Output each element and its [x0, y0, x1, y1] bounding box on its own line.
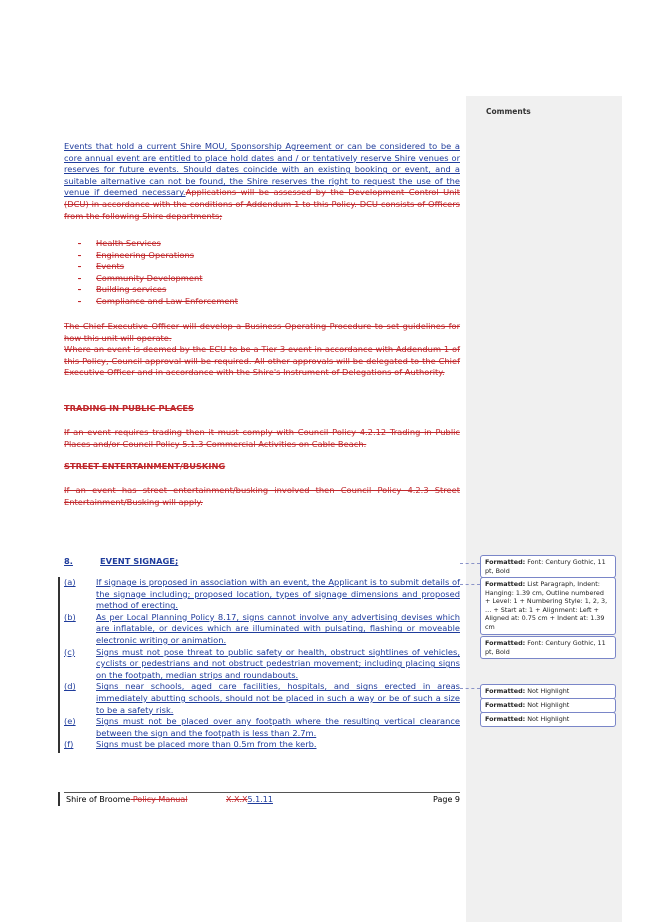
deleted-text: Policy Manual	[130, 795, 188, 804]
comments-pane-title: Comments	[486, 107, 531, 116]
page-number: Page 9	[433, 795, 460, 804]
change-bar	[58, 577, 60, 753]
list-item[interactable]: - Compliance and Law Enforcement	[78, 295, 238, 306]
list-item[interactable]: (e) Signs must not be placed over any footpath where the resulting vertical clearance between the sign and the footpath is less than 2.7m.	[64, 716, 460, 738]
list-item[interactable]: - Health Services	[78, 238, 161, 248]
format-balloon[interactable]: Formatted: Not Highlight	[480, 712, 616, 727]
format-balloon[interactable]: Formatted: Font: Century Gothic, 11 pt, Bold	[480, 555, 616, 578]
balloon-connector	[460, 584, 480, 585]
list-item[interactable]: (a) If signage is proposed in association with an event, the Applicant is to submit details of the signage including; proposed location, types of signage dimensions and proposed method of erecting.	[64, 577, 460, 611]
format-balloon[interactable]: Formatted: List Paragraph, Indent: Hanging: 1.39 cm, Outline numbered + Level: 1 + Numbering Style: 1, 2, 3, … + Start at: 1 + Alignment: Left + Aligned at: 0.75 cm + Indent at: 1.39 cm	[480, 577, 616, 635]
footer-org: Shire of Broome	[66, 795, 131, 804]
paragraph-tier3-approval[interactable]: Where an event is deemed by the ECU to be a Tier 3 event in accordance with Addendum 1 of this Policy, Council approval will be required. All other approvals will be delegated to the Chief Executive Officer and in accordance with the Shire's Instrument of Delegations of Authority.	[64, 344, 460, 378]
deleted-text: Applications will be assessed by the Development Control Unit (DCU) in accordance with the conditions of Addendum 1 to this Policy. DCU consists of Officers from the following Shire departments;	[64, 187, 460, 221]
list-item[interactable]: - Building services	[78, 284, 167, 295]
list-item[interactable]: (c) Signs must not pose threat to public safety or health, obstruct sightlines of vehicles, cyclists or pedestrians and not obstruct pedestrian movement; including placing signs on the footpath, median strips and roundabouts.	[64, 646, 460, 680]
section-number: 8.	[64, 556, 73, 566]
paragraph-street-entertainment[interactable]: If an event has street entertainment/busking involved then Council Policy 4.2.3 Street Entertainment/Busking will apply.	[64, 485, 460, 507]
change-bar	[58, 792, 60, 806]
format-balloon[interactable]: Formatted: Not Highlight	[480, 684, 616, 699]
section-title: EVENT SIGNAGE	[100, 556, 175, 566]
balloon-connector	[460, 563, 480, 564]
page-footer	[66, 795, 460, 804]
list-item[interactable]: - Community Development	[78, 272, 203, 283]
paragraph-ceo-procedure[interactable]: The Chief Executive Officer will develop a Business Operating Procedure to set guidelines for how this unit will operate.	[64, 321, 460, 343]
paragraph-events-mou[interactable]	[64, 141, 460, 222]
heading-trading: TRADING IN PUBLIC PLACES	[64, 403, 195, 413]
signage-requirements-list	[64, 577, 460, 751]
list-item[interactable]: - Events	[78, 261, 125, 272]
footer-rule	[64, 792, 460, 793]
list-item[interactable]: (b) As per Local Planning Policy 8.17, signs cannot involve any advertising devises which are inflatable, or devices which are illuminated with pulsating, flashing or moveable electronic writing or animation.	[64, 611, 460, 645]
list-item[interactable]: (f) Signs must be placed more than 0.5m from the kerb.	[64, 739, 317, 750]
balloon-connector	[460, 688, 480, 689]
format-balloon[interactable]: Formatted: Font: Century Gothic, 11 pt, Bold	[480, 636, 616, 659]
paragraph-trading[interactable]: If an event requires trading then it must comply with Council Policy 4.2.12 Trading in Public Places and/or Council Policy 5.1.3 Commercial Activities on Cable Beach.	[64, 427, 460, 449]
heading-street-entertainment: STREET ENTERTAINMENT/BUSKING	[64, 461, 226, 471]
inserted-text: Events that hold a current Shire MOU, Sponsorship Agreement or can be considered to be a core annual event are entitled to place hold dates and / or tentatively reserve Shire venues or reserves for future events. Should dates coincide with an existing booking or event, and a suitable alternative can not be found, the Shire reserves the right to request the use of the venue if deemed necessary.	[64, 141, 460, 198]
deleted-text: X.X.X	[226, 795, 248, 804]
inserted-text: 5.1.11	[247, 795, 273, 804]
markup-margin-pane	[466, 96, 622, 922]
section-8-heading[interactable]: 8. EVENT SIGNAGE;	[64, 556, 179, 566]
list-item[interactable]: (d) Signs near schools, aged care facilities, hospitals, and signs erected in areas immediately abutting schools, should not be placed in such a way or be of such a size to be a safety risk.	[64, 681, 460, 715]
department-list	[78, 238, 238, 308]
list-item[interactable]: - Engineering Operations	[78, 249, 195, 260]
format-balloon[interactable]: Formatted: Not Highlight	[480, 698, 616, 713]
